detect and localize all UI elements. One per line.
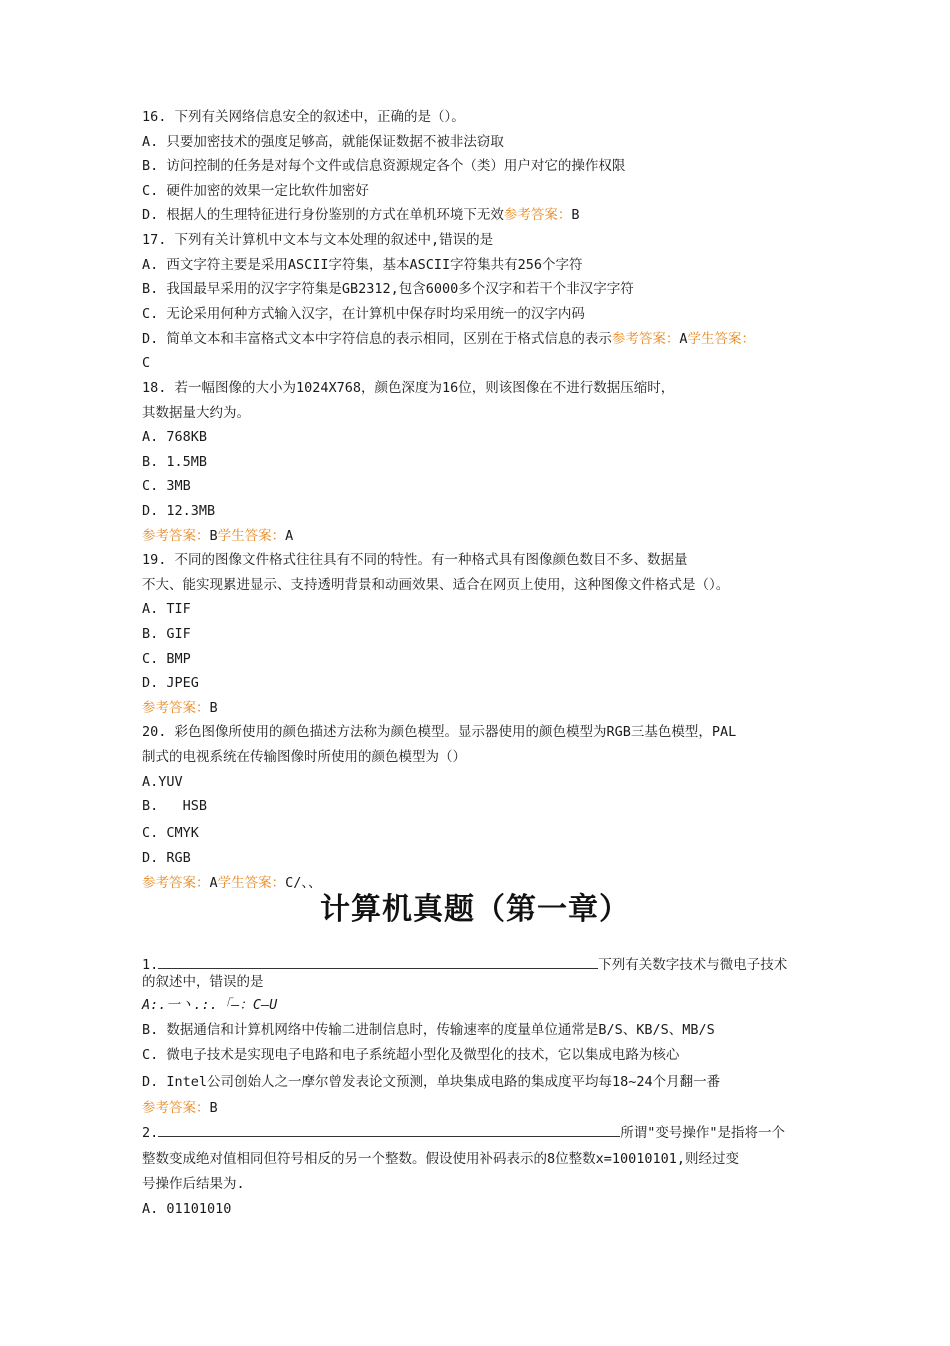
q18-option-a: A. 768KB — [142, 429, 208, 445]
q20-student-answer: C/、、 — [285, 875, 322, 891]
q18-option-d: D. 12.3MB — [142, 503, 216, 519]
q20-option-d: D. RGB — [142, 850, 191, 866]
c2-stem-end: 所谓"变号操作"是指将一个 — [620, 1125, 786, 1141]
q20-option-a: A.YUV — [142, 774, 183, 790]
q18-stem-line2: 其数据量大约为。 — [142, 405, 250, 421]
q17-option-c: C. 无论采用何种方式输入汉字，在计算机中保存时均采用统一的汉字内码 — [142, 306, 585, 322]
c2-stem-line2: 整数变成绝对值相同但符号相反的另一个整数。假设使用补码表示的8位整数x=10010101,则经过变 — [142, 1151, 740, 1167]
c2-stem-line3: 号操作后结果为. — [142, 1176, 245, 1192]
q16-option-d: D. 根据人的生理特征进行身份鉴别的方式在单机环境下无效 — [142, 207, 504, 223]
q17-student-answer: C — [142, 355, 151, 371]
c1-blank-line — [158, 956, 598, 969]
q18-student-answer: A — [285, 528, 294, 544]
q19-answer-line — [142, 699, 218, 717]
q18-reference-label: 参考答案： — [142, 528, 210, 544]
c1-reference-label: 参考答案： — [142, 1100, 210, 1116]
q16-option-b: B. 访问控制的任务是对每个文件或信息资源规定各个（类）用户对它的操作权限 — [142, 158, 626, 174]
q16-stem: 16. 下列有关网络信息安全的叙述中，正确的是（）。 — [142, 109, 465, 125]
q19-option-c: C. BMP — [142, 651, 191, 667]
q17-option-d: D. 简单文本和丰富格式文本中字符信息的表示相同，区别在于格式信息的表示 — [142, 331, 612, 347]
q20-option-b: B. HSB — [142, 798, 208, 814]
q17-reference-label: 参考答案： — [611, 331, 680, 347]
c1-option-b: B. 数据通信和计算机网络中传输二进制信息时，传输速率的度量单位通常是B/S、KB/S、MB/S — [142, 1022, 715, 1038]
c2-option-a: A. 01101010 — [142, 1201, 232, 1217]
q18-option-c: C. 3MB — [142, 478, 191, 494]
c1-option-a-garbled: A:.一丶.:.「—：C—U — [142, 997, 278, 1013]
q16-option-a: A. 只要加密技术的强度足够高，就能保证数据不被非法窃取 — [142, 134, 504, 150]
q17-option-b: B. 我国最早采用的汉字字符集是GB2312,包含6000多个汉字和若干个非汉字字符 — [142, 281, 634, 297]
q20-stem-line2: 制式的电视系统在传输图像时所使用的颜色模型为（） — [142, 749, 466, 765]
q19-reference-answer: B — [209, 700, 218, 716]
page-title: 计算机真题（第一章） — [320, 892, 630, 927]
q20-reference-answer: A — [209, 875, 218, 891]
q18-reference-answer: B — [209, 528, 218, 544]
q19-option-b: B. GIF — [142, 626, 191, 642]
q19-stem-line2: 不大、能实现累进显示、支持透明背景和动画效果、适合在网页上使用，这种图像文件格式是（）。 — [142, 577, 730, 593]
q18-option-b: B. 1.5MB — [142, 454, 208, 470]
q18-answer-line — [142, 527, 293, 545]
c1-stem-line1 — [142, 956, 787, 974]
q16-option-d-line — [142, 206, 580, 224]
q18-student-label: 学生答案： — [217, 528, 286, 544]
q16-reference-answer: B — [571, 207, 580, 223]
c1-number: 1. — [142, 957, 159, 973]
q16-option-c: C. 硬件加密的效果一定比软件加密好 — [142, 183, 369, 199]
q18-stem-line1: 18. 若一幅图像的大小为1024X768，颜色深度为16位，则该图像在不进行数据压缩时， — [142, 380, 675, 396]
c1-option-c: C. 微电子技术是实现电子电路和电子系统超小型化及微型化的技术，它以集成电路为核心 — [142, 1047, 680, 1063]
c1-answer-line — [142, 1099, 218, 1117]
q19-option-d: D. JPEG — [142, 675, 199, 691]
c2-blank-line — [158, 1124, 620, 1137]
c1-stem-end: 下列有关数字技术与微电子技术 — [598, 957, 788, 973]
q19-reference-label: 参考答案： — [142, 700, 210, 716]
q20-reference-label: 参考答案： — [142, 875, 210, 891]
q17-reference-answer: A — [679, 331, 688, 347]
c2-stem-line1 — [142, 1124, 785, 1142]
q20-option-c: C. CMYK — [142, 825, 199, 841]
q17-option-a: A. 西文字符主要是采用ASCII字符集，基本ASCII字符集共有256个字符 — [142, 257, 583, 273]
q19-stem-line1: 19. 不同的图像文件格式往往具有不同的特性。有一种格式具有图像颜色数目不多、数据量 — [142, 552, 688, 568]
c1-reference-answer: B — [209, 1100, 218, 1116]
q16-reference-label: 参考答案： — [503, 207, 572, 223]
q19-option-a: A. TIF — [142, 601, 191, 617]
q17-stem: 17. 下列有关计算机中文本与文本处理的叙述中,错误的是 — [142, 232, 494, 248]
q17-option-d-line — [142, 330, 755, 348]
q20-stem-line1: 20. 彩色图像所使用的颜色描述方法称为颜色模型。显示器使用的颜色模型为RGB三基色模型，PAL — [142, 724, 737, 740]
c1-option-d: D. Intel公司创始人之一摩尔曾发表论文预测，单块集成电路的集成度平均每18~24个月翻一番 — [142, 1074, 721, 1090]
q20-student-label: 学生答案： — [217, 875, 286, 891]
c1-stem-line2: 的叙述中，错误的是 — [142, 974, 264, 990]
q17-student-label: 学生答案： — [687, 331, 756, 347]
c2-number: 2. — [142, 1125, 159, 1141]
